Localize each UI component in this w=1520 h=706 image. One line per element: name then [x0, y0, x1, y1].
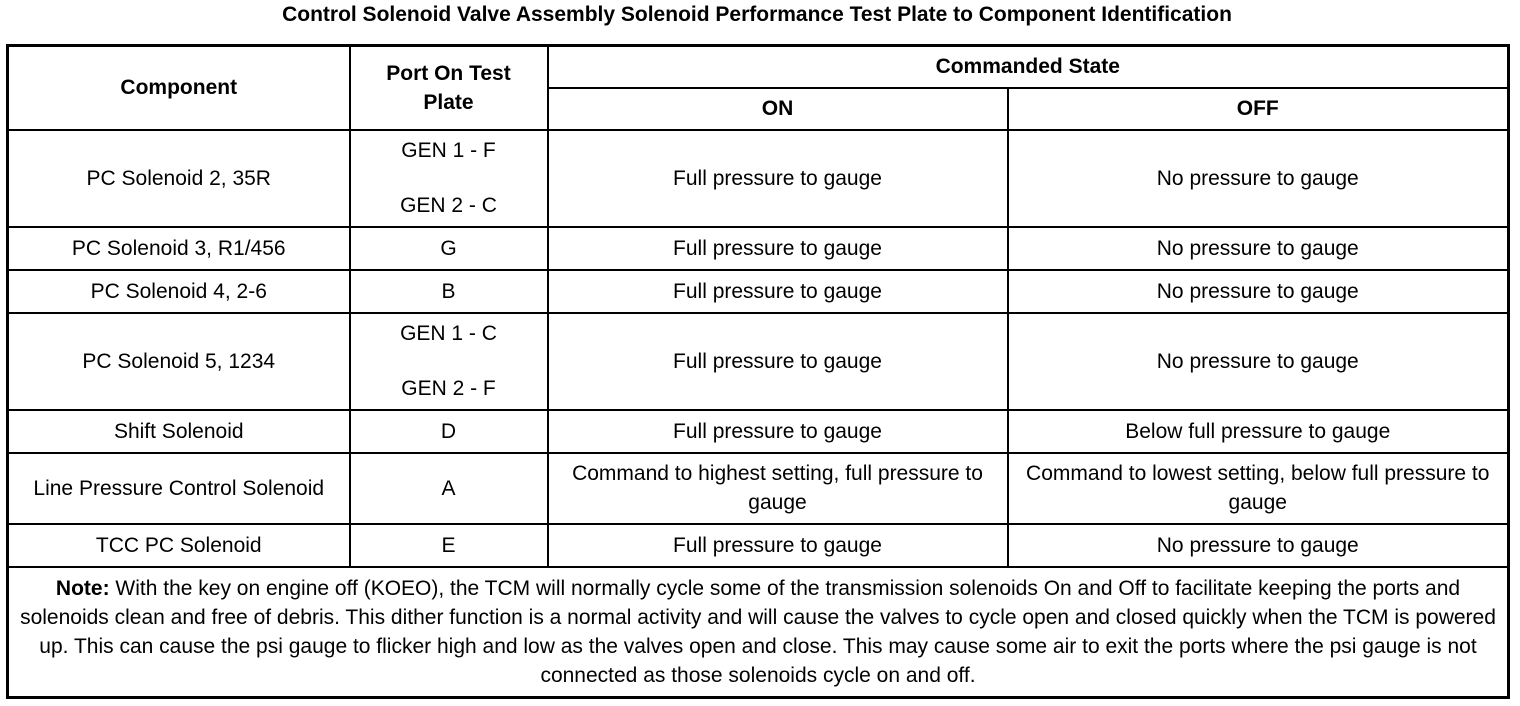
- port-cell: D: [350, 410, 548, 453]
- solenoid-test-table: [6, 44, 1510, 699]
- port-line: GEN 1 - C: [400, 322, 497, 345]
- off-cell: Below full pressure to gauge: [1008, 410, 1509, 453]
- component-cell: PC Solenoid 5, 1234: [8, 313, 350, 410]
- port-cell: A: [350, 453, 548, 524]
- off-cell: No pressure to gauge: [1008, 524, 1509, 567]
- header-component: Component: [8, 46, 350, 130]
- port-cell: G: [350, 227, 548, 270]
- component-cell: PC Solenoid 4, 2-6: [8, 270, 350, 313]
- off-cell: No pressure to gauge: [1008, 227, 1509, 270]
- on-cell: Full pressure to gauge: [548, 410, 1008, 453]
- header-port: Port On Test Plate: [350, 46, 548, 130]
- off-cell: Command to lowest setting, below full pressure to gauge: [1008, 453, 1509, 524]
- component-cell: Line Pressure Control Solenoid: [8, 453, 350, 524]
- note-cell: [8, 567, 1509, 698]
- on-cell: Command to highest setting, full pressure to gauge: [548, 453, 1008, 524]
- off-cell: No pressure to gauge: [1008, 130, 1509, 227]
- off-cell: No pressure to gauge: [1008, 313, 1509, 410]
- on-cell: Full pressure to gauge: [548, 524, 1008, 567]
- port-line: GEN 1 - F: [401, 139, 496, 162]
- on-cell: Full pressure to gauge: [548, 130, 1008, 227]
- on-cell: Full pressure to gauge: [548, 227, 1008, 270]
- table-row: [8, 410, 1509, 453]
- header-commanded-state: Commanded State: [548, 46, 1509, 88]
- component-cell: PC Solenoid 3, R1/456: [8, 227, 350, 270]
- port-line: GEN 2 - C: [400, 194, 497, 217]
- table-row: [8, 270, 1509, 313]
- on-cell: Full pressure to gauge: [548, 313, 1008, 410]
- on-cell: Full pressure to gauge: [548, 270, 1008, 313]
- component-cell: PC Solenoid 2, 35R: [8, 130, 350, 227]
- port-cell: [350, 130, 548, 227]
- port-cell: B: [350, 270, 548, 313]
- table-row: [8, 130, 1509, 227]
- off-cell: No pressure to gauge: [1008, 270, 1509, 313]
- header-off: OFF: [1008, 88, 1509, 130]
- component-cell: TCC PC Solenoid: [8, 524, 350, 567]
- note-text: With the key on engine off (KOEO), the TCM will normally cycle some of the transmission solenoids On and Off to facilitate keeping the ports and solenoids clean and free of debris. This dither function is a normal activity and will cause the valves to cycle open and closed quickly when the TCM is powered up. This can cause the psi gauge to flicker high and low as the valves open and close. This may cause some air to exit the ports where the psi gauge is not connected as those solenoids cycle on and off.: [20, 576, 1496, 687]
- port-line: GEN 2 - F: [401, 377, 496, 400]
- note-label: Note:: [55, 576, 110, 600]
- page-title: Control Solenoid Valve Assembly Solenoid Performance Test Plate to Component Identification: [282, 3, 1232, 26]
- table-row: [8, 313, 1509, 410]
- table-row: [8, 453, 1509, 524]
- note-row: [8, 567, 1509, 698]
- port-cell: [350, 313, 548, 410]
- table-row: [8, 227, 1509, 270]
- table-row: [8, 524, 1509, 567]
- port-cell: E: [350, 524, 548, 567]
- header-on: ON: [548, 88, 1008, 130]
- component-cell: Shift Solenoid: [8, 410, 350, 453]
